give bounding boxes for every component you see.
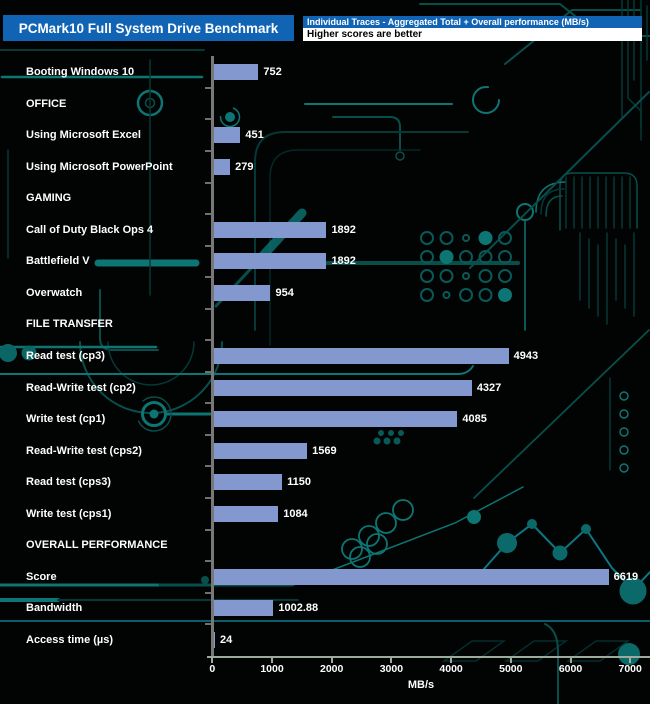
y-tick-mark	[205, 339, 211, 341]
value-bar	[214, 348, 509, 364]
chart-row-powerpoint	[0, 151, 650, 183]
value-label: 1892	[331, 223, 356, 236]
section-label: OFFICE	[26, 97, 67, 110]
category-label: Access time (µs)	[26, 633, 114, 646]
y-tick-mark	[205, 497, 211, 499]
value-label: 1150	[287, 476, 312, 489]
value-bar	[214, 600, 274, 616]
category-label: Write test (cp1)	[26, 413, 106, 426]
value-label: 1892	[331, 255, 356, 268]
x-tick-label: 7000	[618, 663, 642, 675]
y-tick-mark	[205, 245, 211, 247]
value-bar	[214, 569, 609, 585]
chart-section-overall-performance	[0, 530, 650, 562]
chart-row-excel	[0, 119, 650, 151]
chart-row-read-cps3	[0, 466, 650, 498]
value-label: 24	[220, 633, 233, 646]
value-bar	[214, 506, 279, 522]
y-tick-mark	[205, 182, 211, 184]
category-label: Using Microsoft Excel	[26, 129, 141, 142]
chart-row-battlefield	[0, 246, 650, 278]
x-tick-label: 6000	[558, 663, 583, 675]
value-bar	[214, 443, 308, 459]
legend-note: Higher scores are better	[303, 28, 642, 41]
category-label: Read-Write test (cp2)	[26, 381, 136, 394]
chart-section-office	[0, 88, 650, 120]
y-tick-mark	[205, 118, 211, 120]
value-label: 279	[235, 160, 254, 173]
x-tick-label: 0	[209, 663, 216, 675]
value-label: 4327	[476, 381, 502, 394]
value-label: 954	[275, 286, 294, 299]
category-label: Score	[26, 570, 57, 583]
chart-row-write-cp1	[0, 403, 650, 435]
y-tick-mark	[205, 434, 211, 436]
legend-subtitle: Individual Traces - Aggregated Total + Overall performance (MB/s)	[303, 16, 642, 28]
x-axis-unit-label: MB/s	[407, 679, 435, 691]
y-tick-mark	[205, 529, 211, 531]
category-label: Call of Duty Black Ops 4	[26, 223, 154, 236]
category-label: Battlefield V	[26, 255, 90, 268]
chart-title: PCMark10 Full System Drive Benchmark	[3, 15, 294, 41]
section-label: OVERALL PERFORMANCE	[26, 539, 168, 552]
value-bar	[214, 159, 231, 175]
chart-row-overwatch	[0, 277, 650, 309]
value-label: 4943	[513, 350, 539, 363]
category-label: Read test (cps3)	[26, 476, 111, 489]
y-tick-mark	[205, 402, 211, 404]
chart-row-read-cp3	[0, 340, 650, 372]
category-label: Read test (cp3)	[26, 350, 105, 363]
value-bar	[214, 380, 472, 396]
value-label: 6619	[613, 570, 639, 583]
x-tick-label: 2000	[320, 663, 344, 675]
y-axis	[211, 56, 214, 656]
chart-row-access-time	[0, 624, 650, 656]
chart-section-gaming	[0, 183, 650, 215]
chart-legend	[303, 16, 642, 41]
y-tick-mark	[205, 465, 211, 467]
chart-row-cod	[0, 214, 650, 246]
category-label: Bandwidth	[26, 602, 83, 615]
value-bar	[214, 285, 271, 301]
category-label: Booting Windows 10	[26, 66, 135, 79]
x-tick-label: 5000	[499, 663, 523, 675]
chart-row-write-cps1	[0, 498, 650, 530]
chart-row-bandwidth	[0, 593, 650, 625]
value-bar	[214, 474, 283, 490]
y-tick-mark	[205, 623, 211, 625]
category-label: Using Microsoft PowerPoint	[26, 160, 173, 173]
chart-section-file-transfer	[0, 309, 650, 341]
value-bar	[214, 64, 259, 80]
category-label: Overwatch	[26, 286, 83, 299]
y-tick-mark	[205, 371, 211, 373]
y-tick-mark	[205, 87, 211, 89]
value-bar	[214, 222, 327, 238]
section-label: GAMING	[26, 192, 72, 205]
chart-row-score	[0, 561, 650, 593]
section-label: FILE TRANSFER	[26, 318, 113, 331]
y-tick-mark	[205, 150, 211, 152]
chart-row-booting	[0, 56, 650, 88]
value-bar	[214, 411, 458, 427]
x-axis	[207, 656, 650, 659]
category-label: Read-Write test (cps2)	[26, 444, 142, 457]
value-label: 451	[245, 129, 264, 142]
y-tick-mark	[205, 592, 211, 594]
y-tick-mark	[205, 213, 211, 215]
value-label: 1084	[283, 507, 308, 520]
y-tick-mark	[205, 276, 211, 278]
y-tick-mark	[205, 308, 211, 310]
value-label: 4085	[462, 413, 487, 426]
chart-row-readwrite-cp2	[0, 372, 650, 404]
chart-row-readwrite-cps2	[0, 435, 650, 467]
y-tick-mark	[205, 560, 211, 562]
x-tick-label: 3000	[379, 663, 404, 675]
category-label: Write test (cps1)	[26, 507, 112, 520]
value-label: 1002.88	[278, 602, 319, 615]
x-tick-label: 4000	[439, 663, 463, 675]
value-bar	[214, 127, 241, 143]
value-label: 1569	[312, 444, 337, 457]
x-tick-label: 1000	[260, 663, 284, 675]
value-label: 752	[263, 66, 282, 79]
value-bar	[214, 253, 327, 269]
